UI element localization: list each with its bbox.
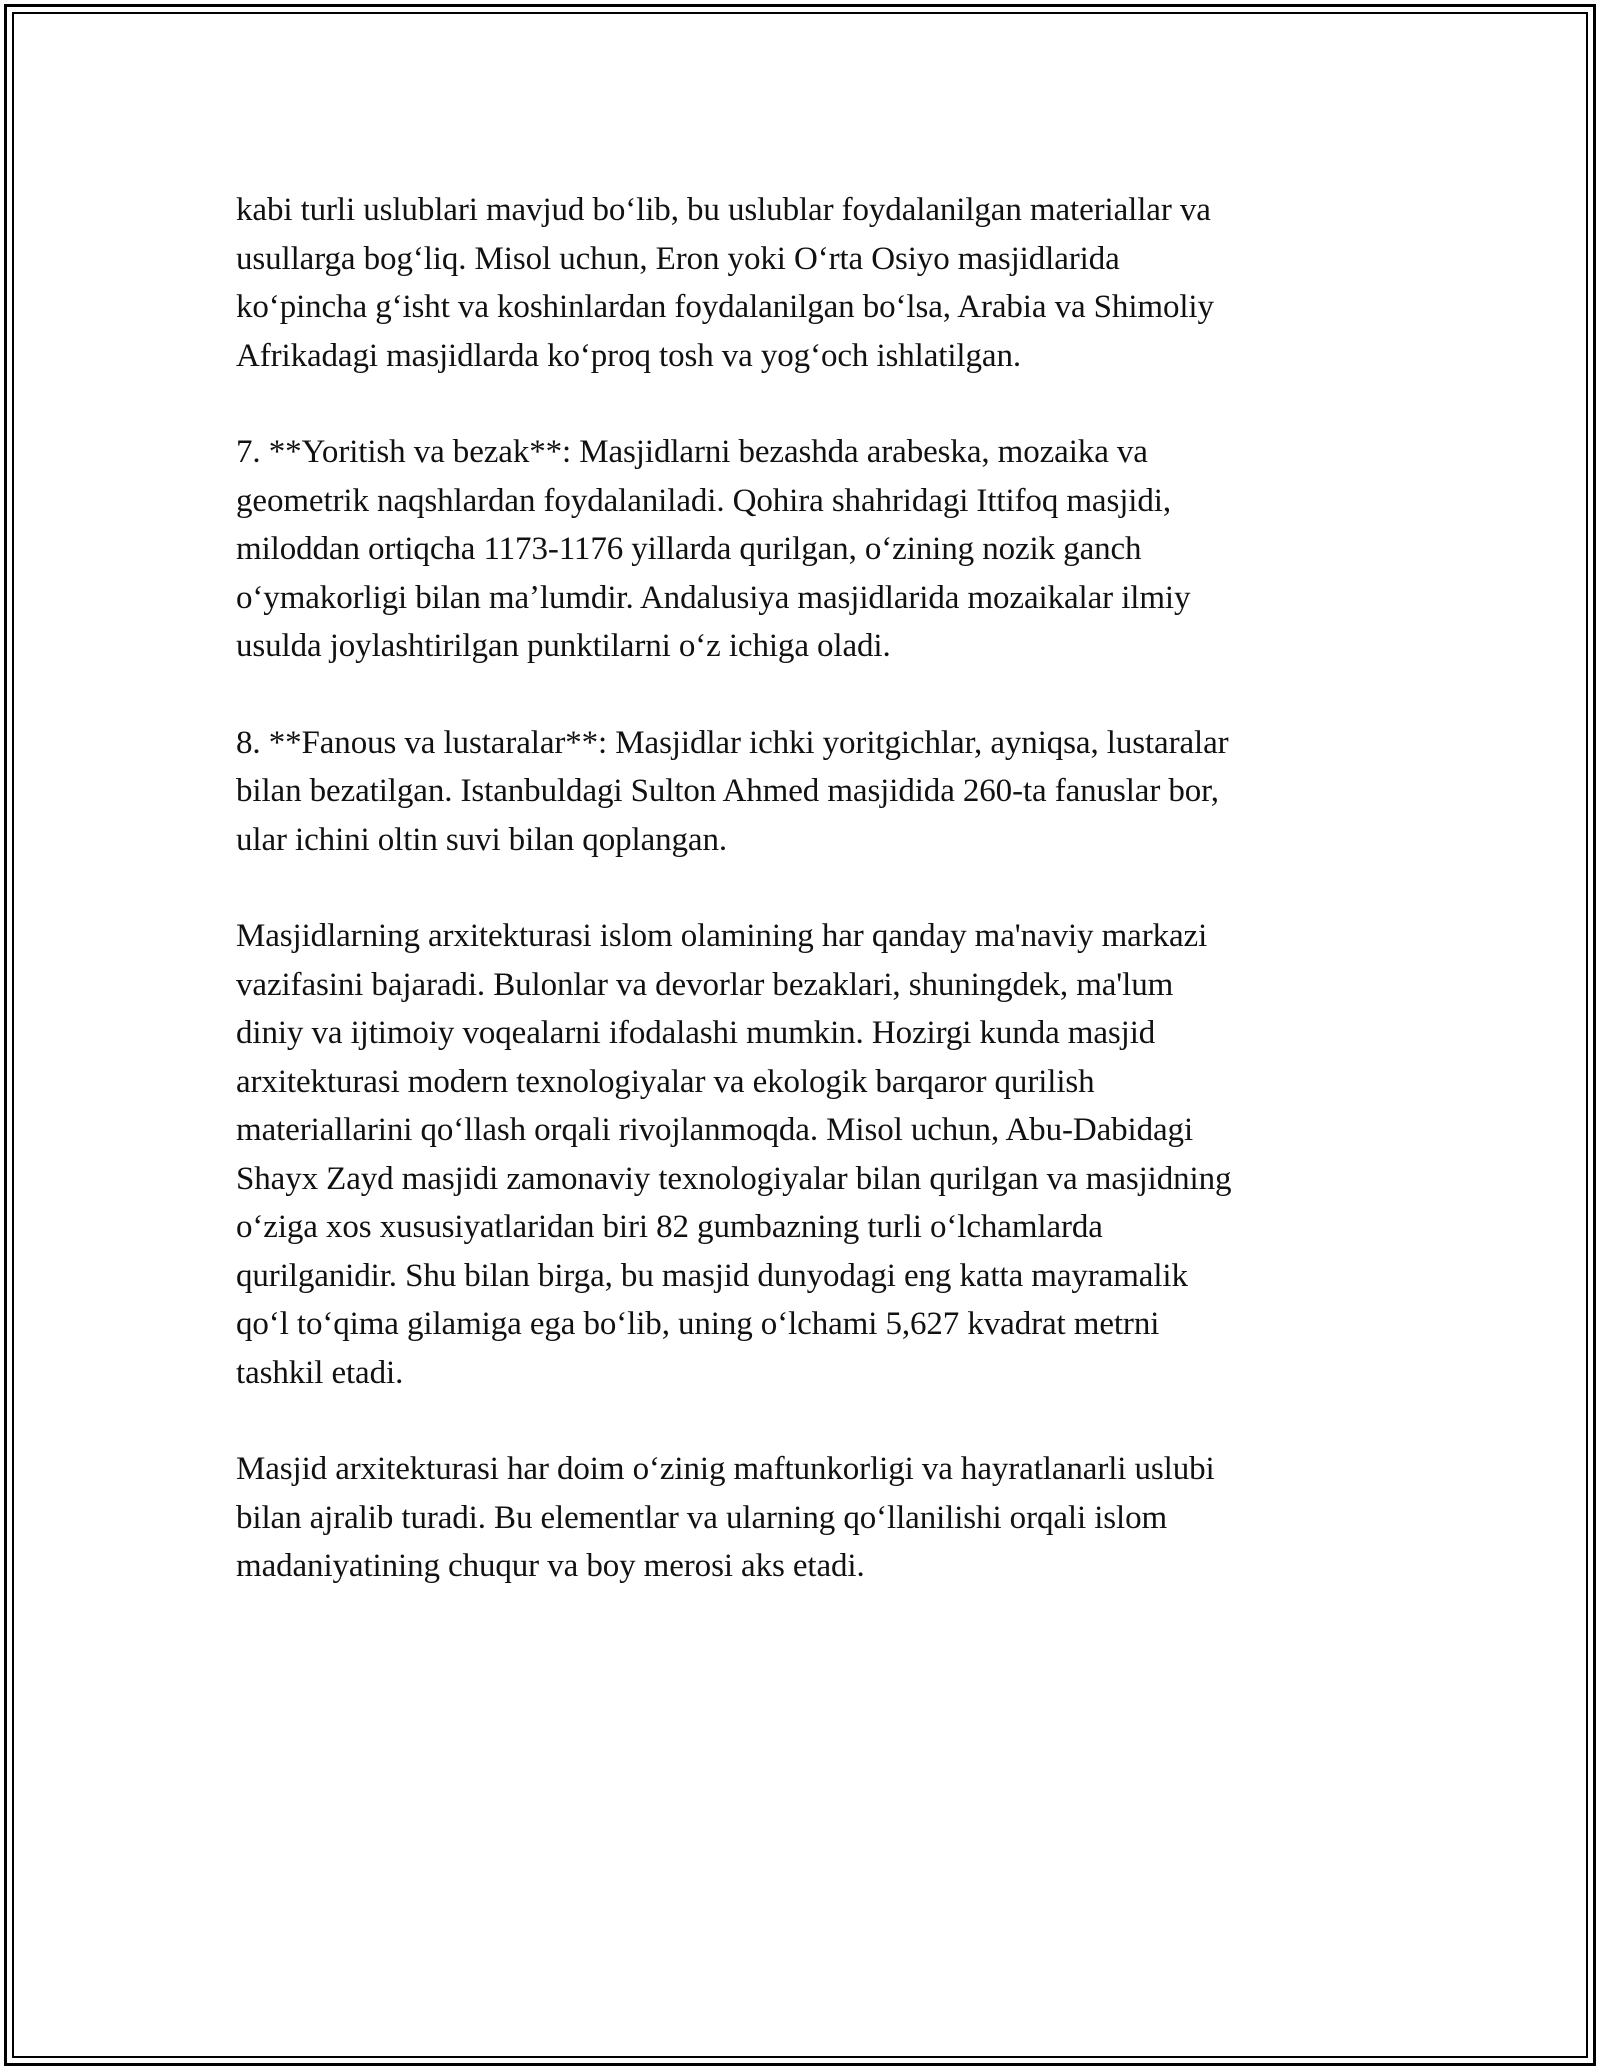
paragraph-4 [236,912,1366,1397]
page-content [236,186,1366,1639]
text-line: Afrikadagi masjidlarda koʻproq tosh va yogʻoch ishlatilgan. [236,337,1021,374]
text-line: oʻymakorligi bilan maʼlumdir. Andalusiya masjidlarida mozaikalar ilmiy [236,579,1191,616]
paragraph-1 [236,186,1366,380]
paragraph-3 [236,719,1366,865]
text-line: diniy va ijtimoiy voqealarni ifodalashi mumkin. Hozirgi kunda masjid [236,1015,1156,1051]
text-line: 8. **Fanous va lustaralar**: Masjidlar ichki yoritgichlar, ayniqsa, lustaralar [236,724,1229,761]
text-line: tashkil etadi. [236,1354,404,1391]
text-line: qoʻl toʻqima gilamiga ega boʻlib, uning oʻlchami 5,627 kvadrat metrni [236,1306,1160,1342]
text-line: usulda joylashtirilgan punktilarni oʻz ichiga oladi. [236,628,891,664]
text-line: vazifasini bajaradi. Bulonlar va devorlar bezaklari, shuningdek, ma'lum [236,966,1174,1003]
text-line: Masjid arxitekturasi har doim oʻzinig maftunkorligi va hayratlanarli uslubi [236,1451,1215,1487]
text-line: usullarga bogʻliq. Misol uchun, Eron yoki Oʻrta Osiyo masjidlarida [236,240,1120,277]
text-line: bilan ajralib turadi. Bu elementlar va ularning qoʻllanilishi orqali islom [236,1499,1168,1536]
text-line: kabi turli uslublari mavjud boʻlib, bu uslublar foydalanilgan materiallar va [236,192,1211,228]
text-line: Masjidlarning arxitekturasi islom olamining har qanday ma'naviy markazi [236,918,1208,954]
text-line: 7. **Yoritish va bezak**: Masjidlarni bezashda arabeska, mozaika va [236,434,1148,470]
text-line: Shayx Zayd masjidi zamonaviy texnologiyalar bilan qurilgan va masjidning [236,1160,1232,1197]
text-line: miloddan ortiqcha 1173-1176 yillarda qurilgan, oʻzining nozik ganch [236,531,1142,567]
text-line: oʻziga xos xususiyatlaridan biri 82 gumbazning turli oʻlchamlarda [236,1209,1103,1245]
paragraph-5 [236,1445,1366,1591]
text-line: materiallarini qoʻllash orqali rivojlanmoqda. Misol uchun, Abu-Dabidagi [236,1112,1194,1148]
text-line: geometrik naqshlardan foydalaniladi. Qohira shahridagi Ittifoq masjidi, [236,482,1171,519]
paragraph-2 [236,428,1366,671]
text-line: qurilganidir. Shu bilan birga, bu masjid dunyodagi eng katta mayramalik [236,1257,1188,1294]
text-line: madaniyatining chuqur va boy merosi aks etadi. [236,1548,865,1584]
text-line: ular ichini oltin suvi bilan qoplangan. [236,821,728,858]
text-line: koʻpincha gʻisht va koshinlardan foydalanilgan boʻlsa, Arabia va Shimoliy [236,289,1214,325]
text-line: arxitekturasi modern texnologiyalar va ekologik barqaror qurilish [236,1063,1095,1100]
text-line: bilan bezatilgan. Istanbuldagi Sulton Ahmed masjidida 260-ta fanuslar bor, [236,773,1219,809]
